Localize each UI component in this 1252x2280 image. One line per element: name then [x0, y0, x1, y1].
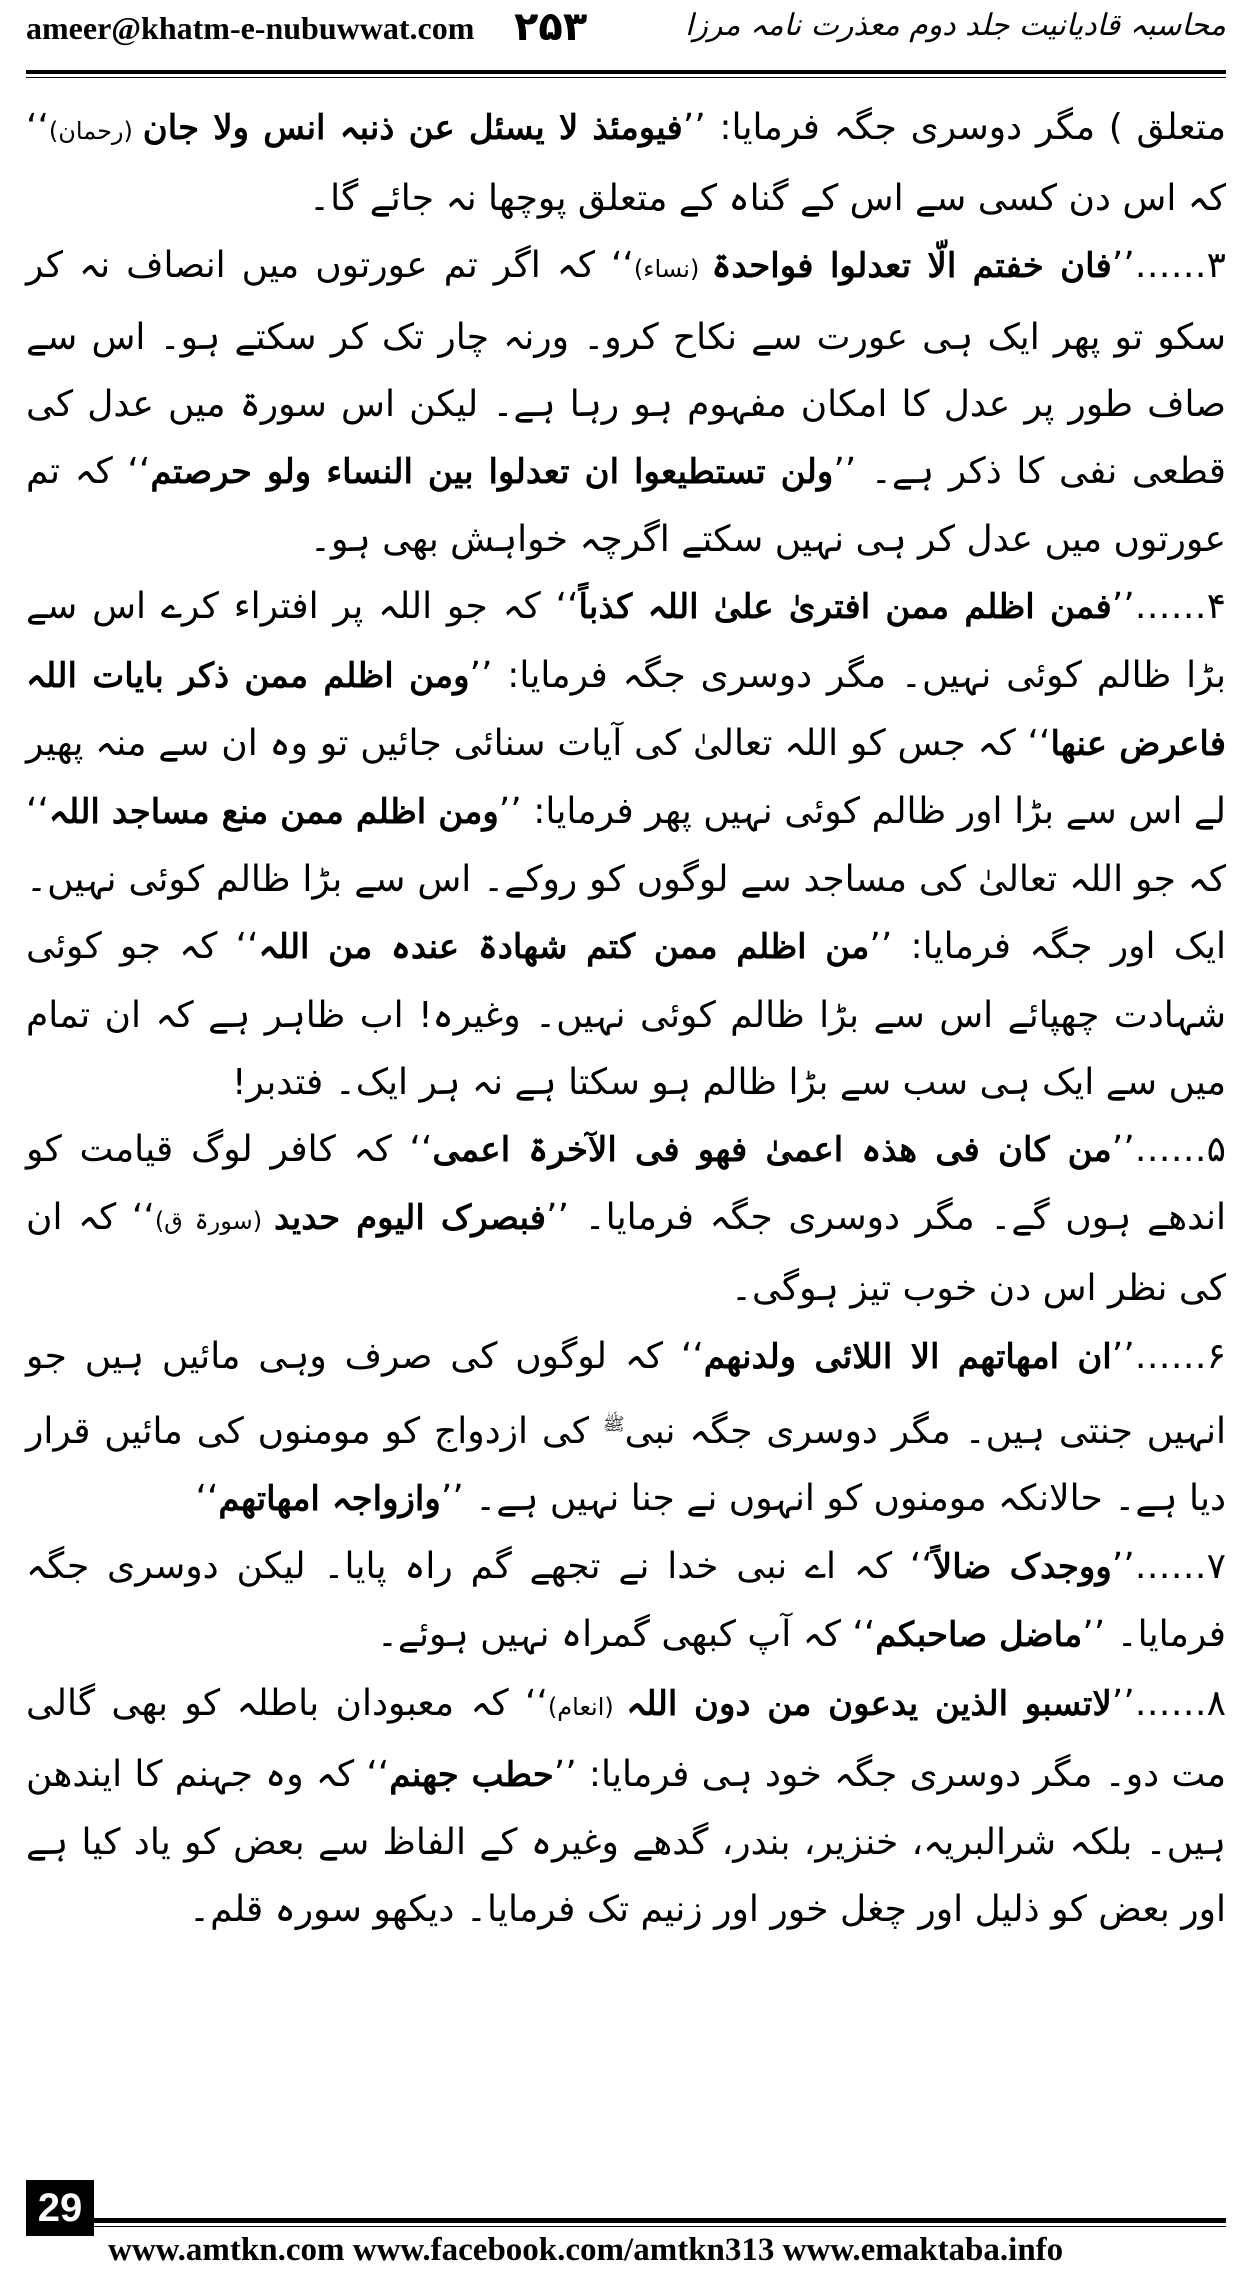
footer-links[interactable]: www.amtkn.com www.facebook.com/amtkn313 www.emaktaba.info [108, 2232, 1064, 2268]
paragraph-text: ‘‘ کہ اے نبی خدا نے تجھے گم راہ پایا۔ لیکن دوسری جگہ فرمایا۔ ’’ [26, 1546, 1226, 1656]
header-divider [26, 70, 1226, 74]
paragraph-text: ‘‘ کہ جو اللہ پر افتراء کرے اس سے بڑا ظالم کوئی نہیں۔ مگر دوسری جگہ فرمایا: ’’ [26, 586, 1227, 696]
surah-reference: (رحمان) [48, 117, 143, 145]
paragraph-number: ۶…… [1134, 1335, 1226, 1377]
header-email[interactable]: ameer@khatm-e-nubuwwat.com [26, 10, 475, 46]
paragraph-number: ۳…… [1134, 245, 1226, 287]
paragraph [26, 1533, 1226, 1669]
paragraph-text: ’’ [1111, 586, 1135, 628]
paragraph-number: ۵…… [1134, 1129, 1227, 1171]
quranic-quote: ان امھاتھم الا اللائی ولدنھم [703, 1336, 1112, 1377]
paragraph [26, 573, 1226, 1116]
header-book-title: محاسبہ قادیانیت جلد دوم معذرت نامہ مرزا [685, 8, 1226, 43]
paragraph-number: ۴…… [1134, 586, 1226, 628]
quranic-quote: من اظلم ممن کتم شھادۃ عندہ من اللہ [258, 927, 870, 968]
quranic-quote: وازواجہ امھاتھم [218, 1479, 441, 1520]
quranic-quote: فبصرک الیوم حدید [273, 1198, 547, 1239]
paragraph-text: ‘‘ کہ اس دن کسی سے اس کے گناہ کے متعلق پوچھا نہ جائے گا۔ [26, 107, 1226, 220]
paragraph-text: ‘‘ کہ جو اللہ تعالیٰ کی مساجد سے لوگوں کو روکے۔ اس سے بڑا ظالم کوئی نہیں۔ ایک اور جگہ فرمایا: ’’ [26, 791, 1227, 968]
quranic-quote: لاتسبو الذین یدعون من دون اللہ [626, 1683, 1112, 1724]
paragraph-text: ‘‘ کہ کافر لوگ قیامت کو اندھے ہوں گے۔ مگر دوسری جگہ فرمایا۔ ’’ [26, 1129, 1226, 1239]
paragraph [26, 94, 1226, 232]
paragraph-text: ’’ [1111, 1546, 1135, 1588]
page-header [26, 6, 1226, 66]
paragraph-text: ‘‘ [195, 1478, 219, 1520]
header-divider-thin [26, 77, 1226, 78]
surah-reference: (سورۃ ق) [154, 1207, 274, 1236]
surah-reference: (انعام) [547, 1692, 627, 1721]
paragraph-text: ‘‘ کہ وہ جہنم کا ایندھن ہیں۔ بلکہ شرالبریہ، خنزیر، بندر، گدھے وغیرہ کے الفاظ سے بعض کو یاد کیا ہے اور بعض کو ذلیل اور چغل خور اور زنیم تک فرمایا۔ دیکھو سورہ قلم۔ [26, 1753, 1226, 1931]
paragraph-text: ‘‘ کہ اگر تم عورتوں میں انصاف نہ کر سکو تو پھر ایک ہی عورت سے نکاح کرو۔ ورنہ چار تک کر سکتے ہو۔ اس سے صاف طور پر عدل کا امکان مفہوم ہو رہا ہے۔ لیکن اس سورۃ میں عدل کی قطعی نفی کا ذکر ہے۔ ’’ [26, 245, 1227, 493]
paragraph-text: ‘‘ کہ جو کوئی شہادت چھپائے اس سے بڑا ظالم کوئی نہیں۔ وغیرہ! اب ظاہر ہے کہ ان تمام میں سے ایک ہی سب سے بڑا ظالم ہو سکتا ہے نہ ہر ایک۔ فتدبر! [26, 926, 1226, 1103]
header-page-number: ۲۵۳ [514, 4, 588, 50]
quranic-quote: ولن تستطیعوا ان تعدلوا بین النساء ولو حرصتم [150, 452, 834, 493]
paragraph-text: ‘‘ کہ آپ کبھی گمراہ نہیں ہوئے۔ [376, 1614, 876, 1656]
paragraph-text: ‘‘ کہ تم عورتوں میں عدل کر ہی نہیں سکتے اگرچہ خواہش بھی ہو۔ [26, 451, 1226, 561]
paragraph-text: کی ازدواج کو مومنوں کی مائیں قرار دیا ہے۔ حالانکہ مومنوں کو انہوں نے جنا نہیں ہے۔ ’’ [26, 1410, 1226, 1520]
quranic-quote: ووجدک ضالاً [932, 1547, 1112, 1588]
paragraph-number: ۸…… [1134, 1682, 1227, 1724]
paragraph-number: ۷…… [1134, 1546, 1226, 1588]
paragraph-text: ’’ [1111, 1682, 1135, 1724]
paragraph [26, 232, 1226, 573]
quranic-quote: فان خفتم الّا تعدلوا فواحدۃ [711, 246, 1112, 287]
quranic-quote: فمن اظلم ممن افتریٰ علیٰ اللہ کذباً [578, 587, 1112, 628]
surah-reference: (نساء) [633, 255, 712, 284]
footer-divider [26, 2218, 1226, 2223]
quranic-quote: حطب جھنم [389, 1754, 554, 1795]
paragraph-text: ‘‘ کہ جس کو اللہ تعالیٰ کی آیات سنائی جائیں تو وہ ان سے منہ پھیر لے اس سے بڑا اور ظالم کوئی نہیں پھر فرمایا: ’’ [26, 722, 1226, 833]
footer-divider-thin [26, 2226, 1226, 2227]
quranic-quote: فیومئذ لا یسئل عن ذنبہ انس ولا جان [142, 108, 683, 148]
paragraph-text: ’’ [1111, 245, 1135, 287]
quranic-quote: ماضل صاحبکم [875, 1615, 1083, 1656]
paragraph-text: ‘‘ کہ لوگوں کی صرف وہی مائیں ہیں جو انہیں جنتی ہیں۔ مگر دوسری جگہ نبی [26, 1335, 1227, 1452]
paragraph-text: ‘‘ کہ ان کی نظر اس دن خوب تیز ہوگی۔ [26, 1197, 1226, 1310]
salutation-glyph: ﷺ [602, 1413, 625, 1435]
paragraph [26, 1323, 1226, 1534]
paragraph-text: ‘‘ کہ معبودان باطلہ کو بھی گالی مت دو۔ مگر دوسری جگہ خود ہی فرمایا: ’’ [26, 1682, 1226, 1795]
quranic-quote: من کان فی ھذہ اعمیٰ فھو فی الآخرۃ اعمی [432, 1130, 1112, 1171]
paragraph [26, 1670, 1226, 1944]
paragraph-text: ’’ [1111, 1129, 1135, 1171]
page-body [26, 94, 1226, 2154]
paragraph-text: ’’ [1111, 1335, 1135, 1377]
paragraph-text: متعلق ) مگر دوسری جگہ فرمایا: ’’ [682, 107, 1227, 148]
footer-page-number: 29 [26, 2180, 94, 2236]
quranic-quote: ومن اظلم ممن منع مساجد اللہ [48, 792, 499, 833]
paragraph [26, 1116, 1226, 1323]
quranic-quote: ومن اظلم ممن ذکر بایات اللہ فاعرض عنھا [26, 655, 1226, 764]
